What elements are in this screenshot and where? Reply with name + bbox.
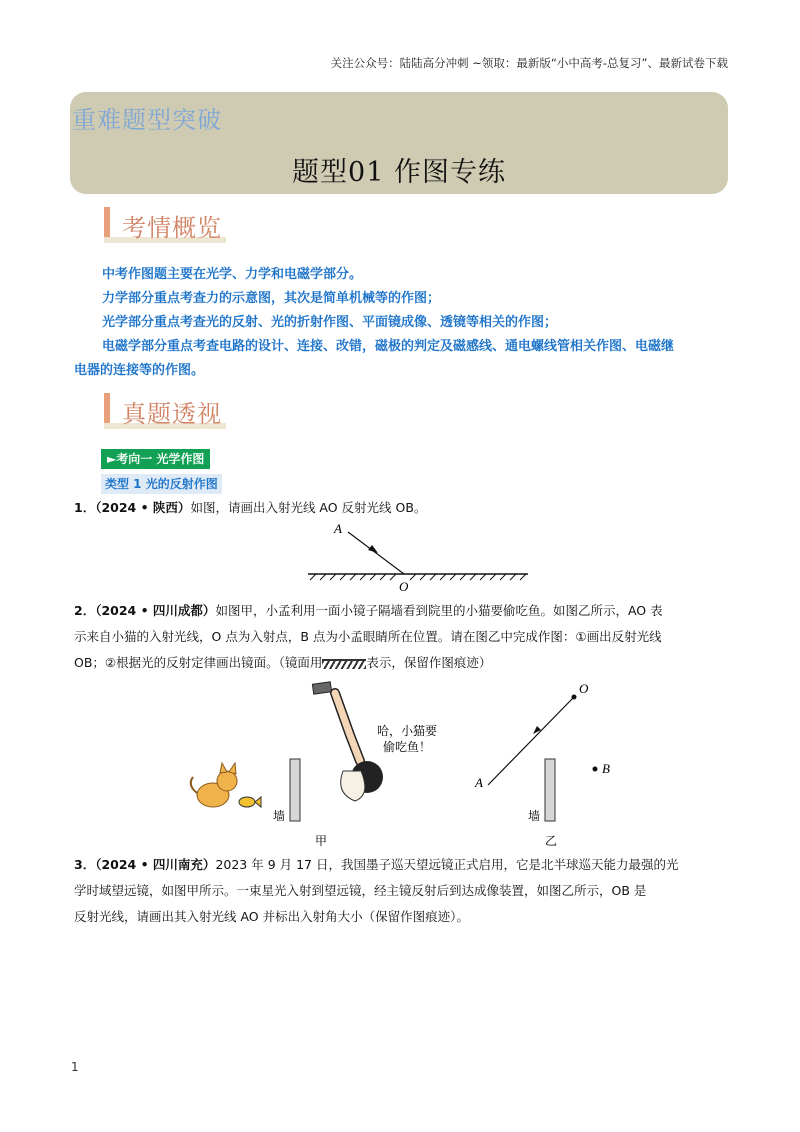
question-text-line-2: 学时域望远镜，如图甲所示。一束星光入射到望远镜，经主镜反射后到达成像装置，如图乙所示，OB 是 xyxy=(74,883,647,898)
caption-jia: 甲 xyxy=(315,834,328,848)
arrow-icon xyxy=(368,545,378,553)
question-text-line-1: 如图甲，小孟利用一面小镜子隔墙看到院里的小猫要偷吃鱼。如图乙所示，AO 表 xyxy=(215,603,663,618)
overview-line-4: 电磁学部分重点考查电路的设计、连接、改错，磁极的判定及磁感线、通电螺线管相关作图、电磁继 xyxy=(102,339,675,354)
label-o: O xyxy=(399,579,409,593)
overview-line-1: 中考作图题主要在光学、力学和电磁学部分。 xyxy=(102,267,363,282)
overview-line-2: 力学部分重点考查力的示意图，其次是简单机械等的作图； xyxy=(102,291,441,306)
wall-label-yi: 墙 xyxy=(528,809,541,823)
wall-label-jia: 墙 xyxy=(273,809,286,823)
question-text: 如图，请画出入射光线 AO 反射光线 OB。 xyxy=(190,500,427,515)
figure-q1 xyxy=(300,518,535,593)
section-title-real-questions: 真题透视 xyxy=(122,400,222,428)
label-b: B xyxy=(602,761,610,776)
question-number: 2． xyxy=(74,603,96,618)
question-text-line-3b: 表示，保留作图痕迹） xyxy=(366,655,492,670)
section-title-overview: 考情概览 xyxy=(122,214,222,242)
question-text-line-1: 2023 年 9 月 17 日，我国墨子巡天望远镜正式启用，它是北半球巡天能力最强的光 xyxy=(215,857,679,872)
boy-illustration xyxy=(312,682,383,801)
figure-q2 xyxy=(185,675,625,850)
mirror-hatching xyxy=(310,574,526,580)
wall-yi xyxy=(545,759,555,821)
incident-ray xyxy=(348,532,404,574)
direction-badge: ►考向一 光学作图 xyxy=(101,449,210,469)
question-source: （2024 • 四川南充） xyxy=(95,857,216,872)
question-text-line-2: 示来自小猫的入射光线，O 点为入射点，B 点为小孟眼睛所在位置。请在图乙中完成作图：①画出反射光线 xyxy=(74,629,662,644)
question-number: 1． xyxy=(74,500,96,515)
page-number: 1 xyxy=(71,1060,79,1074)
overview-line-3: 光学部分重点考查光的反射、光的折射作图、平面镜成像、透镜等相关的作图； xyxy=(102,315,558,330)
header-note: 关注公众号：陆陆高分冲刺 ~领取：最新版“小中高考-总复习”、最新试卷下载 xyxy=(330,56,728,70)
ray-ao xyxy=(488,698,573,785)
speech-line-1: 哈，小猫要 xyxy=(377,724,438,738)
wall-jia xyxy=(290,759,300,821)
overview-line-5: 电器的连接等的作图。 xyxy=(74,363,205,378)
label-a: A xyxy=(475,775,483,790)
point-b xyxy=(593,767,598,772)
question-source: （2024 • 四川成都） xyxy=(95,603,216,618)
question-number: 3． xyxy=(74,857,96,872)
point-o xyxy=(572,695,577,700)
question-text-line-3: 反射光线，请画出其入射光线 AO 并标出入射角大小（保留作图痕迹）。 xyxy=(74,909,469,924)
question-text-line-3a: OB；②根据光的反射定律画出镜面。（镜面用 xyxy=(74,655,323,670)
label-a: A xyxy=(334,521,342,536)
banner-tag: 重难题型突破 xyxy=(72,106,222,134)
caption-yi: 乙 xyxy=(545,834,558,848)
mirror-symbol-icon xyxy=(322,659,366,669)
question-source: （2024 • 陕西） xyxy=(95,500,191,515)
category-label: 类型 1 光的反射作图 xyxy=(101,474,222,494)
label-o: O xyxy=(579,681,589,696)
question-3 xyxy=(74,852,728,930)
question-2 xyxy=(74,598,728,676)
cat-illustration xyxy=(191,763,237,807)
page-title: 题型01 作图专练 xyxy=(292,157,506,188)
fish-illustration xyxy=(239,797,261,807)
speech-line-2: 偷吃鱼！ xyxy=(383,740,432,754)
